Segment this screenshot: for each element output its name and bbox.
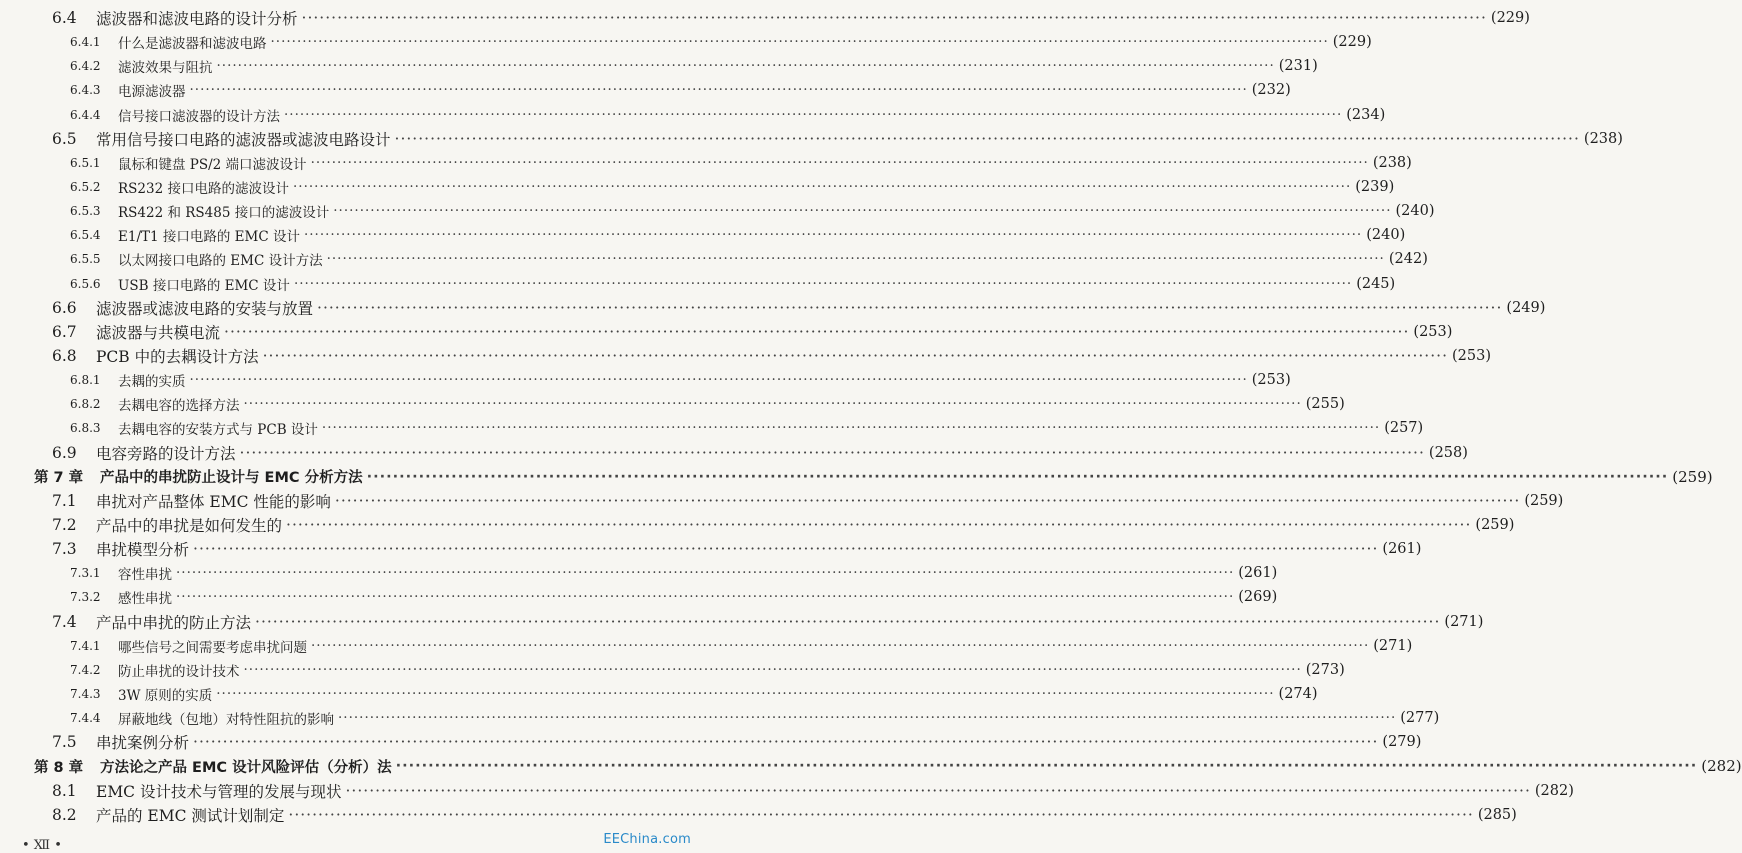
toc-entry-title: 什么是滤波器和滤波电路 xyxy=(118,36,267,53)
dot-leader: ········································································································································································································ xyxy=(326,251,1385,268)
toc-entry-page: (261) xyxy=(1238,565,1278,582)
toc-entry-title: E1/T1 接口电路的 EMC 设计 xyxy=(118,229,300,246)
toc-entry-page: (259) xyxy=(1672,467,1713,486)
toc-entry-page: (255) xyxy=(1305,396,1345,413)
toc-entry-page: (238) xyxy=(1372,154,1412,171)
watermark: EEChina.com xyxy=(603,832,691,847)
toc-entry-title: 产品中的串扰是如何发生的 xyxy=(96,517,283,536)
page-number-footer: • Ⅻ • xyxy=(22,838,62,853)
dot-leader: ········································································································································································································ xyxy=(395,758,1698,775)
toc-entry-sub xyxy=(0,272,1396,296)
dot-leader: ········································································································································································································ xyxy=(321,420,1381,437)
toc-entry-title: 鼠标和键盘 PS/2 端口滤波设计 xyxy=(118,156,307,173)
dot-leader: ········································································································································································································ xyxy=(189,372,1248,389)
toc-entry-page: (269) xyxy=(1238,589,1278,606)
toc-entry-sub xyxy=(0,585,1278,609)
toc-entry-page: (245) xyxy=(1356,275,1396,292)
dot-leader: ········································································································································································································ xyxy=(317,298,1503,317)
toc-entry-chapter xyxy=(0,465,1713,489)
toc-entry-title: RS422 和 RS485 接口的滤波设计 xyxy=(118,205,330,222)
toc-entry-page: (231) xyxy=(1278,58,1318,75)
toc-entry-number: 7.1 xyxy=(52,491,77,510)
toc-entry-page: (239) xyxy=(1355,179,1395,196)
toc-entry-section xyxy=(0,730,1422,754)
toc-entry-page: (282) xyxy=(1701,757,1742,776)
toc-entry-page: (279) xyxy=(1382,734,1422,751)
toc-entry-number: 8.2 xyxy=(52,805,77,824)
toc-entry-title: 常用信号接口电路的滤波器或滤波电路设计 xyxy=(96,130,391,149)
dot-leader: ········································································································································································································ xyxy=(311,637,1370,654)
toc-entry-sub xyxy=(0,223,1406,247)
dot-leader: ········································································································································································································ xyxy=(284,106,1343,123)
dot-leader: ········································································································································································································ xyxy=(303,227,1363,244)
toc-entry-sub xyxy=(0,682,1318,706)
toc-entry-sub xyxy=(0,78,1291,102)
toc-entry-sub xyxy=(0,561,1278,585)
toc-entry-number: 7.4.3 xyxy=(70,687,101,701)
toc-entry-chapter xyxy=(0,754,1742,778)
toc-entry-section xyxy=(0,537,1422,561)
toc-entry-page: (257) xyxy=(1384,420,1424,437)
toc-entry-title: 信号接口滤波器的设计方法 xyxy=(118,108,280,125)
toc-entry-number: 7.3 xyxy=(52,540,77,559)
toc-entry-number: 7.4.2 xyxy=(70,662,101,677)
toc-entry-title: 去耦电容的安装方式与 PCB 设计 xyxy=(118,422,318,439)
toc-entry-sub xyxy=(0,392,1345,416)
toc-entry-sub xyxy=(0,54,1318,78)
toc-entry-title: 屏蔽地线（包地）对特性阻抗的影响 xyxy=(118,712,334,729)
toc-entry-page: (253) xyxy=(1452,348,1492,365)
dot-leader: ········································································································································································································ xyxy=(239,443,1425,462)
toc-entry-title: 串扰对产品整体 EMC 性能的影响 xyxy=(96,492,331,511)
toc-entry-number: 7.4.4 xyxy=(70,711,101,726)
toc-entry-title: 容性串扰 xyxy=(118,567,172,584)
toc-entry-number: 6.5 xyxy=(52,129,77,148)
toc-entry-number: 6.5.4 xyxy=(70,228,101,243)
toc-entry-title: RS232 接口电路的滤波设计 xyxy=(118,181,289,198)
toc-entry-title: 滤波器或滤波电路的安装与放置 xyxy=(96,299,314,318)
dot-leader: ········································································································································································································ xyxy=(243,396,1302,413)
toc-entry-title: 滤波器和滤波电路的设计分析 xyxy=(96,10,298,29)
toc-entry-section xyxy=(0,344,1492,368)
toc-entry-section xyxy=(0,489,1564,513)
dot-leader: ········································································································································································································ xyxy=(224,322,1410,341)
toc-entry-section xyxy=(0,441,1468,465)
toc-entry-number: 6.5.2 xyxy=(70,180,101,195)
toc-entry-title: USB 接口电路的 EMC 设计 xyxy=(118,277,290,294)
toc-entry-section xyxy=(0,513,1515,537)
toc-entry-title: 3W 原则的实质 xyxy=(118,688,213,704)
toc-entry-page: (277) xyxy=(1400,710,1440,727)
toc-entry-number: 6.4.4 xyxy=(70,107,101,122)
toc-entry-number: 6.9 xyxy=(52,443,77,462)
toc-entry-number: 7.4 xyxy=(52,612,77,631)
dot-leader: ········································································································································································································ xyxy=(301,9,1487,28)
toc-entry-page: (282) xyxy=(1534,782,1574,799)
toc-entry-section xyxy=(0,127,1623,151)
dot-leader: ········································································································································································································ xyxy=(310,154,1369,171)
toc-entry-title: 电源滤波器 xyxy=(118,84,186,101)
dot-leader: ········································································································································································································ xyxy=(176,589,1235,606)
dot-leader: ········································································································································································································ xyxy=(193,540,1379,559)
toc-entry-number: 7.5 xyxy=(52,733,77,752)
toc-entry-sub xyxy=(0,247,1428,271)
toc-entry-page: (249) xyxy=(1506,299,1546,316)
toc-entry-sub xyxy=(0,175,1395,199)
toc-entry-title: 防止串扰的设计技术 xyxy=(118,663,240,680)
dot-leader: ········································································································································································································ xyxy=(292,179,1352,196)
toc-entry-title: 方法论之产品 EMC 设计风险评估（分析）法 xyxy=(100,759,392,776)
toc-entry-number: 8.1 xyxy=(52,781,77,800)
dot-leader: ········································································································································································································ xyxy=(338,710,1397,727)
toc-entry-title: 以太网接口电路的 EMC 设计方法 xyxy=(118,253,323,270)
toc-entry-page: (234) xyxy=(1346,106,1386,123)
toc-entry-number: 6.5.5 xyxy=(70,252,101,267)
toc-entry-sub xyxy=(0,151,1412,175)
toc-entry-number: 6.8 xyxy=(52,347,77,366)
toc-entry-section xyxy=(0,610,1484,634)
toc-entry-page: (271) xyxy=(1373,637,1413,654)
toc-entry-sub xyxy=(0,103,1386,127)
toc-entry-title: 感性串扰 xyxy=(118,591,172,608)
toc-entry-number: 7.3.2 xyxy=(70,590,101,605)
toc-entry-page: (285) xyxy=(1477,806,1517,823)
toc-entry-number: 7.4.1 xyxy=(70,638,101,653)
toc-entry-number: 6.4 xyxy=(52,9,77,28)
toc-entry-page: (259) xyxy=(1524,492,1564,509)
toc-entry-title: 产品中的串扰防止设计与 EMC 分析方法 xyxy=(100,470,363,487)
toc-entry-page: (271) xyxy=(1444,613,1484,630)
toc-entry-title: 滤波器与共模电流 xyxy=(96,323,221,342)
toc-entry-number: 6.5.3 xyxy=(70,204,101,219)
dot-leader: ········································································································································································································ xyxy=(189,82,1248,99)
toc-entry-page: (229) xyxy=(1332,34,1372,51)
toc-entry-page: (253) xyxy=(1251,372,1291,389)
toc-entry-title: 产品中串扰的防止方法 xyxy=(96,613,252,632)
toc-entry-page: (240) xyxy=(1395,203,1435,220)
toc-entry-number: 7.2 xyxy=(52,516,77,535)
dot-leader: ········································································································································································································ xyxy=(288,805,1474,824)
dot-leader: ········································································································································································································ xyxy=(345,781,1531,800)
toc-entry-number: 6.4.3 xyxy=(70,83,101,98)
toc-entry-sub xyxy=(0,416,1424,440)
toc-entry-page: (273) xyxy=(1305,661,1345,678)
toc-entry-number: 第 8 章 xyxy=(34,759,84,776)
toc-entry-sub xyxy=(0,634,1413,658)
toc-entry-page: (238) xyxy=(1583,130,1623,147)
table-of-contents xyxy=(0,6,1742,827)
toc-entry-title: 去耦的实质 xyxy=(118,374,186,391)
toc-entry-sub xyxy=(0,658,1345,682)
dot-leader: ········································································································································································································ xyxy=(293,275,1353,292)
toc-entry-page: (229) xyxy=(1490,10,1530,27)
toc-entry-section xyxy=(0,6,1530,30)
toc-entry-section xyxy=(0,803,1517,827)
toc-entry-number: 6.8.2 xyxy=(70,397,101,412)
toc-entry-section xyxy=(0,320,1453,344)
toc-entry-number: 7.3.1 xyxy=(70,566,101,581)
toc-entry-page: (258) xyxy=(1428,444,1468,461)
toc-entry-number: 6.8.3 xyxy=(70,421,101,436)
toc-entry-page: (232) xyxy=(1251,82,1291,99)
toc-entry-page: (240) xyxy=(1366,227,1406,244)
toc-entry-sub xyxy=(0,368,1291,392)
toc-entry-title: 产品的 EMC 测试计划制定 xyxy=(96,806,285,825)
toc-entry-page: (274) xyxy=(1278,686,1318,702)
dot-leader: ········································································································································································································ xyxy=(255,612,1441,631)
toc-entry-number: 第 7 章 xyxy=(34,470,84,487)
toc-entry-number: 6.4.1 xyxy=(70,35,101,50)
toc-entry-number: 6.5.1 xyxy=(70,155,101,170)
dot-leader: ········································································································································································································ xyxy=(286,516,1472,535)
dot-leader: ········································································································································································································ xyxy=(334,491,1521,510)
toc-entry-title: 去耦电容的选择方法 xyxy=(118,398,240,415)
toc-entry-number: 6.7 xyxy=(52,322,77,341)
dot-leader: ········································································································································································································ xyxy=(216,58,1275,75)
dot-leader: ········································································································································································································ xyxy=(262,347,1449,366)
toc-entry-page: (259) xyxy=(1475,517,1515,534)
toc-entry-number: 6.4.2 xyxy=(70,59,101,74)
toc-entry-page: (242) xyxy=(1388,251,1428,268)
dot-leader: ········································································································································································································ xyxy=(270,34,1329,51)
toc-entry-page: (261) xyxy=(1382,541,1422,558)
toc-entry-title: 滤波效果与阻抗 xyxy=(118,60,213,77)
dot-leader: ········································································································································································································ xyxy=(366,468,1669,485)
toc-entry-page: (253) xyxy=(1413,323,1453,340)
toc-entry-sub xyxy=(0,30,1372,54)
toc-entry-number: 6.5.6 xyxy=(70,276,101,291)
toc-entry-number: 6.6 xyxy=(52,298,77,317)
toc-entry-title: 电容旁路的设计方法 xyxy=(96,444,236,463)
toc-entry-title: 串扰模型分析 xyxy=(96,541,190,560)
toc-entry-title: 哪些信号之间需要考虑串扰问题 xyxy=(118,639,307,656)
toc-entry-sub xyxy=(0,199,1435,223)
dot-leader: ········································································································································································································ xyxy=(216,686,1275,702)
toc-entry-section xyxy=(0,779,1574,803)
dot-leader: ········································································································································································································ xyxy=(333,203,1392,220)
dot-leader: ········································································································································································································ xyxy=(394,129,1580,148)
dot-leader: ········································································································································································································ xyxy=(193,733,1379,752)
toc-entry-sub xyxy=(0,706,1440,730)
dot-leader: ········································································································································································································ xyxy=(243,661,1302,678)
toc-entry-number: 6.8.1 xyxy=(70,373,101,388)
toc-entry-title: 串扰案例分析 xyxy=(96,734,190,753)
dot-leader: ········································································································································································································ xyxy=(176,565,1235,582)
toc-entry-section xyxy=(0,296,1546,320)
toc-entry-title: EMC 设计技术与管理的发展与现状 xyxy=(96,782,342,801)
toc-entry-title: PCB 中的去耦设计方法 xyxy=(96,348,259,367)
